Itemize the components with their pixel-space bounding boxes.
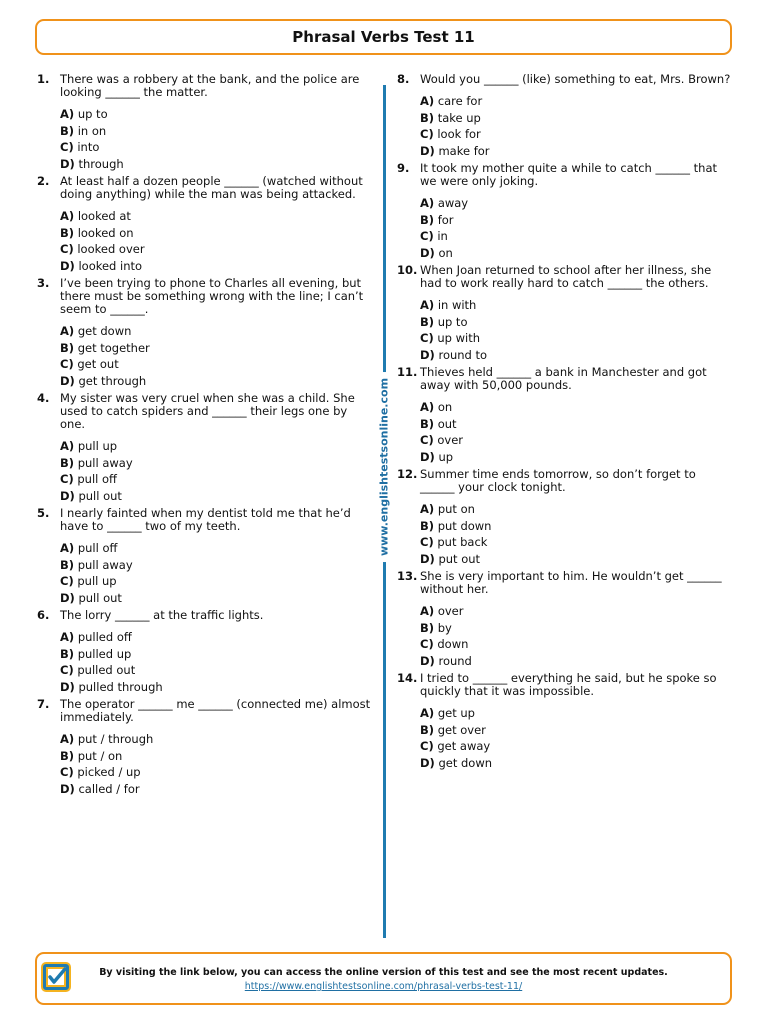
option-text: pulled off [77,630,132,644]
option-text: make for [438,143,490,158]
option-text: pull up [77,439,118,453]
answer-option[interactable] [420,297,737,314]
answer-option[interactable] [420,212,737,229]
question-number: 10. [397,263,418,277]
answer-option[interactable] [60,573,372,590]
answer-option[interactable] [60,258,372,275]
answer-option[interactable] [420,432,737,449]
answer-options [60,106,372,172]
option-text: looked into [78,258,143,273]
question-text: I’ve been trying to phone to Charles all evening, but there must be something wrong with the line; I can’t seem to ______. [60,276,364,316]
option-letter: B) [420,314,435,329]
option-text: get together [77,340,150,355]
option-letter: A) [420,94,435,108]
answer-option[interactable] [60,646,372,663]
answer-option[interactable] [420,416,737,433]
option-text: get over [437,722,486,737]
question-item [37,507,372,606]
option-text: up to [437,314,468,329]
option-text: into [77,140,100,154]
question-item [397,162,737,261]
answer-option[interactable] [420,347,737,364]
question-text: Summer time ends tomorrow, so don’t forget to ______ your clock tonight. [420,467,696,494]
page-title: Phrasal Verbs Test 11 [292,28,475,46]
option-text: in on [77,123,107,138]
option-letter: A) [420,706,435,720]
question-text: My sister was very cruel when she was a child. She used to catch spiders and ______ their legs one by one. [60,391,355,431]
option-text: round to [438,347,488,362]
option-text: in with [437,298,477,312]
answer-option[interactable] [60,590,372,607]
footer-box [35,952,732,1005]
option-text: pull out [78,488,122,503]
option-text: get down [77,324,132,338]
question-text: Thieves held ______ a bank in Manchester and got away with 50,000 pounds. [420,365,707,392]
option-letter: C) [60,663,74,677]
answer-options [60,323,372,389]
question-item [37,73,372,172]
question-number: 4. [37,391,50,405]
option-letter: C) [60,242,74,256]
question-number: 5. [37,506,50,520]
answer-option[interactable] [60,540,372,557]
option-text: pull up [77,574,117,588]
question-item [397,366,737,465]
answer-option[interactable] [60,340,372,357]
option-letter: C) [420,535,434,549]
question-item [397,672,737,771]
option-text: get up [437,706,475,720]
answer-option[interactable] [60,662,372,679]
option-letter: B) [420,212,435,227]
answer-option[interactable] [420,110,737,127]
question-number: 9. [397,161,410,175]
question-text: It took my mother quite a while to catch ______ that we were only joking. [420,161,718,188]
question-item [37,698,372,797]
answer-option[interactable] [60,679,372,696]
option-letter: B) [60,225,75,240]
option-text: round [438,653,472,668]
answer-option[interactable] [420,399,737,416]
option-letter: B) [60,748,75,763]
option-text: care for [437,94,483,108]
option-letter: B) [60,557,75,572]
option-text: over [437,433,464,447]
option-letter: A) [420,298,435,312]
option-text: put / through [77,732,154,746]
option-text: look for [437,127,481,141]
option-letter: D) [60,156,75,171]
option-letter: D) [420,449,435,464]
option-letter: D) [60,781,75,796]
option-letter: D) [420,653,435,668]
answer-option[interactable] [60,106,372,123]
option-letter: D) [420,551,435,566]
option-letter: D) [60,258,75,273]
option-letter: C) [60,472,74,486]
option-letter: C) [420,739,434,753]
answer-options [60,208,372,274]
option-letter: A) [420,400,435,414]
question-text: She is very important to him. He wouldn’t get ______ without her. [420,569,722,596]
answer-option[interactable] [420,449,737,466]
answer-option[interactable] [60,373,372,390]
option-text: for [437,212,454,227]
option-letter: A) [60,439,75,453]
answer-option[interactable] [60,731,372,748]
option-text: pulled up [77,646,132,661]
answer-option[interactable] [60,241,372,258]
option-text: pull off [77,541,118,555]
answer-option[interactable] [60,208,372,225]
question-text: The lorry ______ at the traffic lights. [60,608,264,622]
option-text: pull off [77,472,117,486]
question-item [37,392,372,504]
option-letter: B) [60,646,75,661]
option-text: pulled through [78,679,163,694]
answer-option[interactable] [420,738,737,755]
answer-options [60,438,372,504]
option-text: on [437,400,453,414]
answer-options [420,399,737,465]
option-text: by [437,620,452,635]
option-letter: D) [420,347,435,362]
option-letter: C) [420,127,434,141]
option-text: get away [437,739,491,753]
option-letter: B) [60,340,75,355]
option-letter: A) [60,630,75,644]
answer-options [60,540,372,606]
option-letter: D) [420,143,435,158]
answer-option[interactable] [420,636,737,653]
answer-option[interactable] [60,764,372,781]
question-text: I nearly fainted when my dentist told me that he’d have to ______ two of my teeth. [60,506,351,533]
question-number: 7. [37,697,50,711]
answer-option[interactable] [420,93,737,110]
option-letter: B) [60,455,75,470]
option-text: up to [77,107,108,121]
answer-option[interactable] [60,356,372,373]
option-text: put back [437,535,488,549]
site-watermark: www.englishtestsonline.com [378,372,391,562]
answer-option[interactable] [60,139,372,156]
option-letter: C) [420,331,434,345]
option-text: get through [78,373,147,388]
option-letter: A) [420,502,435,516]
answer-options [60,731,372,797]
option-letter: B) [420,620,435,635]
question-item [397,468,737,567]
footer-link[interactable]: https://www.englishtestsonline.com/phrasal-verbs-test-11/ [244,981,523,992]
option-letter: D) [60,488,75,503]
answer-option[interactable] [420,551,737,568]
option-text: away [437,196,469,210]
option-text: get out [77,357,119,371]
answer-option[interactable] [60,225,372,242]
left-column [37,73,372,797]
option-letter: C) [420,229,434,243]
question-number: 8. [397,72,410,86]
option-letter: D) [60,590,75,605]
question-text: At least half a dozen people ______ (watched without doing anything) while the man was being attacked. [60,174,363,201]
option-letter: C) [60,357,74,371]
option-text: pull away [77,557,133,572]
question-item [397,73,737,159]
answer-option[interactable] [60,748,372,765]
question-number: 13. [397,569,418,583]
answer-options [420,501,737,567]
option-letter: B) [60,123,75,138]
answer-option[interactable] [420,245,737,262]
option-text: put out [438,551,481,566]
answer-option[interactable] [420,143,737,160]
question-number: 14. [397,671,418,685]
answer-options [420,297,737,363]
answer-option[interactable] [420,314,737,331]
answer-option[interactable] [420,501,737,518]
option-letter: D) [420,245,435,260]
option-letter: A) [60,732,75,746]
answer-option[interactable] [420,518,737,535]
option-text: put on [437,502,475,516]
answer-option[interactable] [420,126,737,143]
option-letter: B) [420,416,435,431]
option-text: take up [437,110,481,125]
answer-option[interactable] [420,705,737,722]
option-text: on [438,245,453,260]
question-text: When Joan returned to school after her illness, she had to work really hard to catch ______ the others. [420,263,712,290]
option-letter: C) [420,433,434,447]
option-letter: D) [60,373,75,388]
question-item [397,264,737,363]
question-text: There was a robbery at the bank, and the police are looking ______ the matter. [60,72,360,99]
option-text: over [437,604,464,618]
answer-option[interactable] [420,653,737,670]
option-letter: A) [60,209,75,223]
question-text: I tried to ______ everything he said, but he spoke so quickly that it was impossible. [420,671,717,698]
footer-text: By visiting the link below, you can access the online version of this test and see the most recent updates. [99,967,668,978]
option-letter: B) [420,518,435,533]
option-text: pull away [77,455,133,470]
question-number: 6. [37,608,50,622]
option-letter: C) [60,140,74,154]
option-text: called / for [78,781,140,796]
option-letter: D) [60,679,75,694]
answer-option[interactable] [60,438,372,455]
option-text: through [78,156,124,171]
question-item [397,570,737,669]
option-letter: A) [60,324,75,338]
answer-options [420,93,737,159]
question-number: 11. [397,365,418,379]
option-letter: C) [420,637,434,651]
answer-option[interactable] [60,156,372,173]
option-text: pulled out [77,663,136,677]
answer-option[interactable] [60,629,372,646]
answer-options [60,629,372,695]
option-text: put down [437,518,492,533]
option-text: picked / up [77,765,141,779]
option-letter: A) [420,196,435,210]
answer-option[interactable] [60,323,372,340]
answer-option[interactable] [420,534,737,551]
answer-option[interactable] [60,781,372,798]
option-text: looked on [77,225,134,240]
option-text: put / on [77,748,123,763]
option-letter: B) [420,722,435,737]
question-item [37,609,372,695]
option-text: in [437,229,448,243]
option-letter: D) [420,755,435,770]
answer-option[interactable] [420,722,737,739]
answer-option[interactable] [60,557,372,574]
answer-option[interactable] [420,603,737,620]
answer-options [420,705,737,771]
option-letter: A) [60,107,75,121]
question-item [37,277,372,389]
option-letter: A) [60,541,75,555]
answer-option[interactable] [420,620,737,637]
answer-option[interactable] [60,488,372,505]
answer-option[interactable] [420,330,737,347]
answer-option[interactable] [60,455,372,472]
question-number: 2. [37,174,50,188]
answer-option[interactable] [420,228,737,245]
answer-option[interactable] [420,755,737,772]
option-letter: B) [420,110,435,125]
option-text: looked at [77,209,131,223]
option-letter: C) [60,765,74,779]
question-number: 1. [37,72,50,86]
option-text: out [437,416,457,431]
question-item [37,175,372,274]
option-text: up [438,449,454,464]
question-text: The operator ______ me ______ (connected me) almost immediately. [60,697,371,724]
answer-option[interactable] [60,471,372,488]
answer-option[interactable] [60,123,372,140]
option-letter: C) [60,574,74,588]
option-text: looked over [77,242,145,256]
option-letter: A) [420,604,435,618]
answer-options [420,603,737,669]
option-text: down [437,637,469,651]
question-number: 3. [37,276,50,290]
right-column [397,73,737,771]
answer-options [420,195,737,261]
question-text: Would you ______ (like) something to eat, Mrs. Brown? [420,72,731,86]
option-text: up with [437,331,481,345]
title-box [35,19,732,55]
question-number: 12. [397,467,418,481]
option-text: pull out [78,590,122,605]
option-text: get down [438,755,493,770]
answer-option[interactable] [420,195,737,212]
